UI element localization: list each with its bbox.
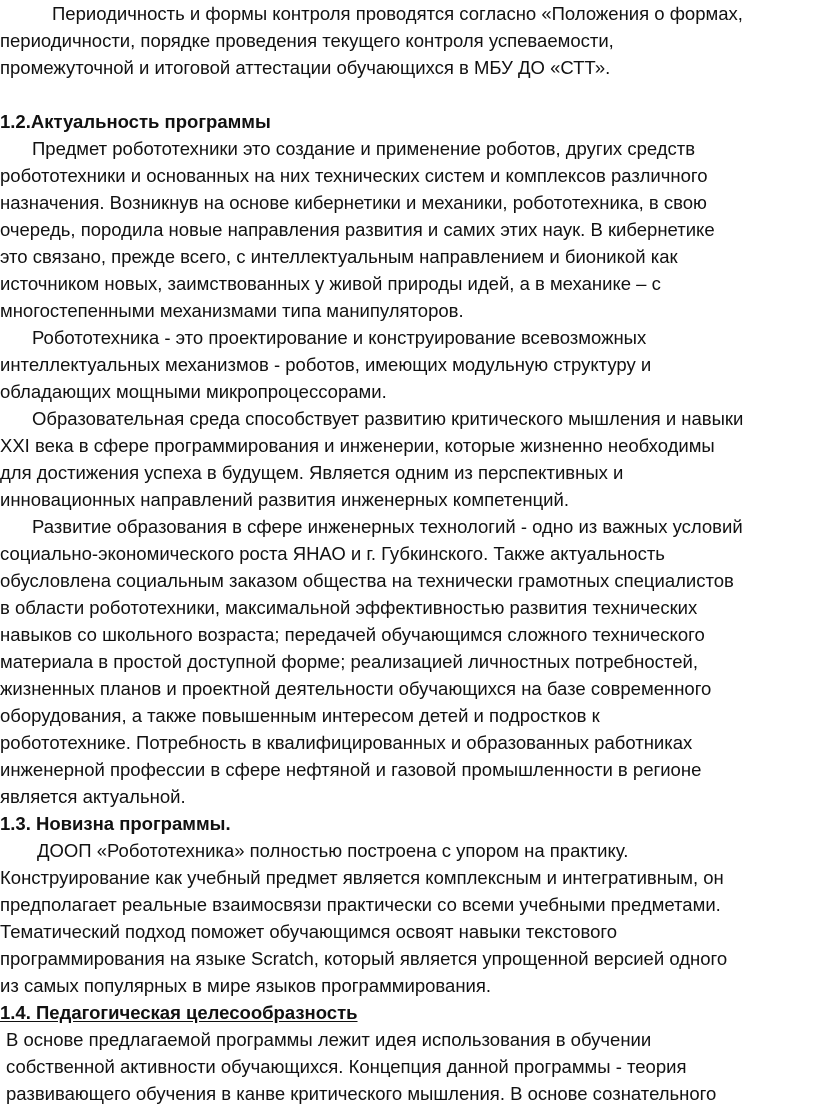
text-line: назначения. Возникнув на основе кибернетики и механики, робототехника, в свою — [0, 192, 707, 213]
text-line: это связано, прежде всего, с интеллектуальным направлением и бионикой как — [0, 246, 678, 267]
text-line: В основе предлагаемой программы лежит идея использования в обучении — [6, 1029, 652, 1050]
text-line: периодичности, порядке проведения текущего контроля успеваемости, — [0, 30, 614, 51]
section-heading: 1.3. Новизна программы. — [0, 813, 231, 834]
text-line: Развитие образования в сфере инженерных технологий - одно из важных условий — [32, 516, 743, 537]
text-line: обусловлена социальным заказом общества на технически грамотных специалистов — [0, 570, 734, 591]
text-line: инженерной профессии в сфере нефтяной и газовой промышленности в регионе — [0, 759, 702, 780]
text-line: Робототехника - это проектирование и конструирование всевозможных — [32, 327, 647, 348]
text-line: для достижения успеха в будущем. Является одним из перспективных и — [0, 462, 624, 483]
text-line: навыков со школьного возраста; передачей обучающимся сложного технического — [0, 624, 705, 645]
text-line: материала в простой доступной форме; реализацией личностных потребностей, — [0, 651, 698, 672]
text-line: Тематический подход поможет обучающимся освоят навыки текстового — [0, 921, 618, 942]
text-line: робототехнике. Потребность в квалифицированных и образованных работниках — [0, 732, 693, 753]
text-line: является актуальной. — [0, 786, 186, 807]
section-heading: 1.2.Актуальность программы — [0, 111, 271, 132]
text-line: очередь, породила новые направления развития и самих этих наук. В кибернетике — [0, 219, 715, 240]
text-line: Конструирование как учебный предмет является комплексным и интегративным, он — [0, 867, 724, 888]
text-line: собственной активности обучающихся. Концепция данной программы - теория — [6, 1056, 687, 1077]
text-line: робототехники и основанных на них технических систем и комплексов различного — [0, 165, 708, 186]
text-line: Образовательная среда способствует развитию критического мышления и навыки — [32, 408, 744, 429]
text-line: программирования на языке Scratch, который является упрощенной версией одного — [0, 948, 728, 969]
text-line: ДООП «Робототехника» полностью построена с упором на практику. — [37, 840, 629, 861]
text-line: в области робототехники, максимальной эффективностью развития технических — [0, 597, 698, 618]
text-line: XXI века в сфере программирования и инженерии, которые жизненно необходимы — [0, 435, 715, 456]
text-line: многостепенными механизмами типа манипуляторов. — [0, 300, 464, 321]
text-line: социально-экономического роста ЯНАО и г. Губкинского. Также актуальность — [0, 543, 665, 564]
text-line: Предмет робототехники это создание и применение роботов, других средств — [32, 138, 696, 159]
text-line: предполагает реальные взаимосвязи практически со всеми учебными предметами. — [0, 894, 721, 915]
text-line: интеллектуальных механизмов - роботов, имеющих модульную структуру и — [0, 354, 652, 375]
text-line: из самых популярных в мире языков программирования. — [0, 975, 492, 996]
text-line: оборудования, а также повышенным интересом детей и подростков к — [0, 705, 600, 726]
text-line: промежуточной и итоговой аттестации обучающихся в МБУ ДО «СТТ». — [0, 57, 611, 78]
text-line: источником новых, заимствованных у живой природы идей, а в механике – с — [0, 273, 661, 294]
text-line: развивающего обучения в канве критического мышления. В основе сознательного — [6, 1083, 717, 1104]
text-line: инновационных направлений развития инженерных компетенций. — [0, 489, 569, 510]
text-line: Периодичность и формы контроля проводятся согласно «Положения о формах, — [52, 3, 743, 24]
text-line: жизненных планов и проектной деятельности обучающихся на базе современного — [0, 678, 712, 699]
text-line: обладающих мощными микропроцессорами. — [0, 381, 387, 402]
section-heading: 1.4. Педагогическая целесообразность — [0, 1002, 358, 1023]
